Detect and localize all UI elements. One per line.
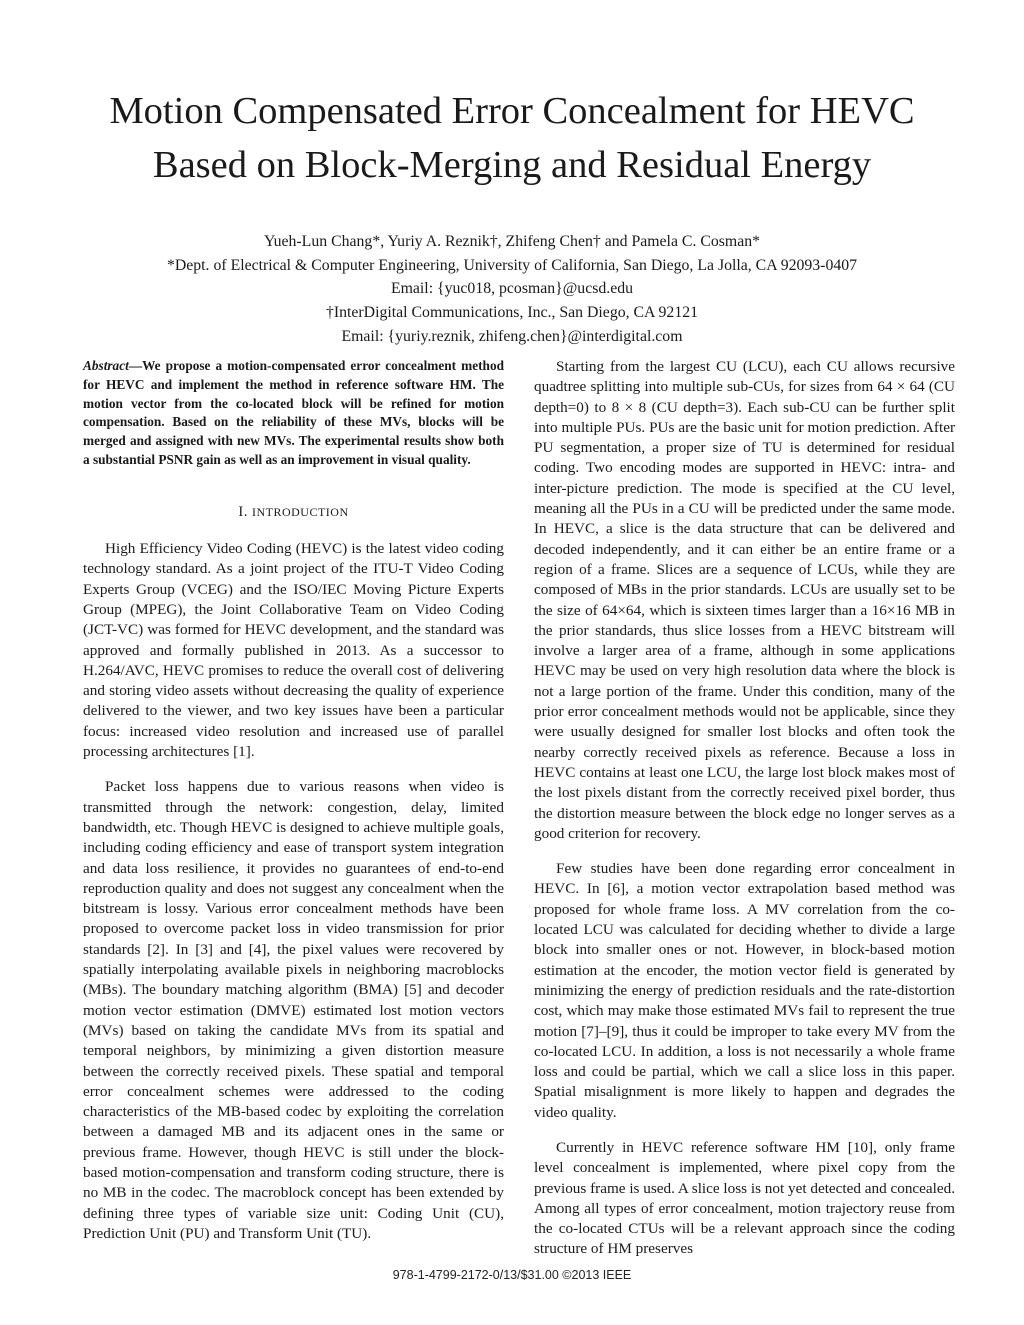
left-column [83, 357, 504, 1244]
author-block [60, 230, 964, 349]
abstract-label: Abstract [83, 358, 129, 373]
affiliation-interdigital: †InterDigital Communications, Inc., San Diego, CA 92121 [325, 304, 699, 322]
section-title: INTRODUCTION [251, 504, 349, 519]
author-names: Yueh-Lun Chang*, Yuriy A. Reznik†, Zhifeng Chen† and Pamela C. Cosman* [263, 233, 761, 250]
abstract-text: —We propose a motion-compensated error concealment method for HEVC and implement the method in reference software HM. The motion vector from the co-located block will be refined for motion compensation. Based on the reliability of these MVs, blocks will be merged and assigned with new MVs. The experimental results show both a substantial PSNR gain as well as an improvement in visual quality. [83, 358, 504, 467]
email-interdigital: Email: {yuriy.reznik, zhifeng.chen}@interdigital.com [341, 327, 683, 345]
abstract [83, 357, 504, 470]
email-ucsd: Email: {yuc018, pcosman}@ucsd.edu [390, 280, 634, 298]
paper-title [60, 84, 964, 192]
title-line-1: Motion Compensated Error Concealment for HEVC [109, 90, 915, 132]
intro-paragraph-4: Few studies have been done regarding error concealment in HEVC. In [6], a motion vector extrapolation based method was proposed for whole frame loss. A MV correlation from the co-located LCU was calculated for deciding whether to divide a large block into smaller ones or not. However, in block-based motion estimation at the encoder, the motion vector field is generated by minimizing the energy of prediction residuals and the rate-distortion cost, which may make those estimated MVs fail to represent the true motion [7]–[9], thus it could be improper to take every MV from the co-located LCU. In addition, a loss is not necessarily a whole frame loss and could be partial, which we call a slice loss in this paper. Spatial misalignment is more likely to happen and degrades the video quality. [534, 860, 955, 1121]
intro-paragraph-5: Currently in HEVC reference software HM [10], only frame level concealment is implemented, where pixel copy from the previous frame is used. A slice loss is not yet detected and concealed. Among all types of error concealment, motion trajectory reuse from the co-located CTUs will be a relevant approach since the coding structure of HM preserves [534, 1138, 955, 1258]
affiliation-ucsd: *Dept. of Electrical & Computer Engineering, University of California, San Diego, La Jolla, CA 92093-0407 [166, 256, 858, 274]
right-column [534, 357, 955, 1260]
title-line-2: Based on Block-Merging and Residual Energy [152, 144, 872, 186]
intro-paragraph-1: High Efficiency Video Coding (HEVC) is the latest video coding technology standard. As a joint project of the ITU-T Video Coding Experts Group (VCEG) and the ISO/IEC Moving Picture Experts Group (MPEG), the Joint Collaborative Team on Video Coding (JCT-VC) was formed for HEVC development, and the standard was approved and formally published in 2013. As a successor to H.264/AVC, HEVC promises to reduce the overall cost of delivering and storing video assets without decreasing the quality of experience delivered to the viewer, and two key issues have been a particular focus: increased video resolution and increased use of parallel processing architectures [1]. [83, 540, 504, 761]
intro-paragraph-2: Packet loss happens due to various reasons when video is transmitted through the network: congestion, delay, limited bandwidth, etc. Though HEVC is designed to achieve multiple goals, including coding efficiency and ease of transport system integration and data loss resilience, it provides no guarantees of end-to-end reproduction quality and does not suggest any concealment when the bitstream is lossy. Various error concealment methods have been proposed to overcome packet loss in video transmission for prior standards [2]. In [3] and [4], the pixel values were recovered by spatially interpolating available pixels in neighboring macroblocks (MBs). The boundary matching algorithm (BMA) [5] and decoder motion vector estimation (DMVE) estimated lost motion vectors (MVs) based on taking the candidate MVs from its spatial and temporal neighbors, by minimizing a given distortion measure between the correctly received pixels. These spatial and temporal error concealment schemes were addressed to the coding characteristics of the MB-based codec by exploiting the correlation between a damaged MB and its adjacent ones in the same or previous frame. However, though HEVC is still under the block-based motion-compensation and transform coding structure, there is no MB in the codec. The macroblock concept has been extended by defining three types of variable size unit: Coding Unit (CU), Prediction Unit (PU) and Transform Unit (TU). [83, 778, 504, 1242]
intro-paragraph-3: Starting from the largest CU (LCU), each CU allows recursive quadtree splitting into multiple sub-CUs, for sizes from 64 × 64 (CU depth=0) to 8 × 8 (CU depth=3). Each sub-CU can be further split into multiple PUs. PUs are the basic unit for motion prediction. After PU segmentation, a proper size of TU is determined for residual coding. Two encoding modes are supported in HEVC: intra- and inter-picture prediction. The mode is specified at the CU level, meaning all the PUs in a CU will be predicted under the same mode. In HEVC, a slice is the data structure that can be delivered and decoded independently, and it can either be an entire frame or a region of a frame. Slices are a sequence of LCUs, while they are composed of MBs in the prior standards. LCUs are usually set to be the size of 64×64, which is sixteen times larger than a 16×16 MB in the prior standards, thus slice losses from a HEVC bitstream will involve a larger area of a frame, although in some applications HEVC may be used on very high resolution data where the block is not a large portion of the frame. Under this condition, many of the prior error concealment methods would not be applicable, since they were usually designed for smaller lost blocks and often took the nearby correctly received pixels as reference. Because a loss in HEVC contains at least one LCU, the large lost block makes most of the lost pixels distant from the correctly received pixel border, thus the distortion measure between the block edge no longer serves as a good criterion for recovery. [534, 358, 955, 842]
section-heading-introduction [83, 502, 504, 522]
copyright-footer: 978-1-4799-2172-0/13/$31.00 ©2013 IEEE [392, 1268, 632, 1282]
section-number: I. [238, 503, 248, 520]
